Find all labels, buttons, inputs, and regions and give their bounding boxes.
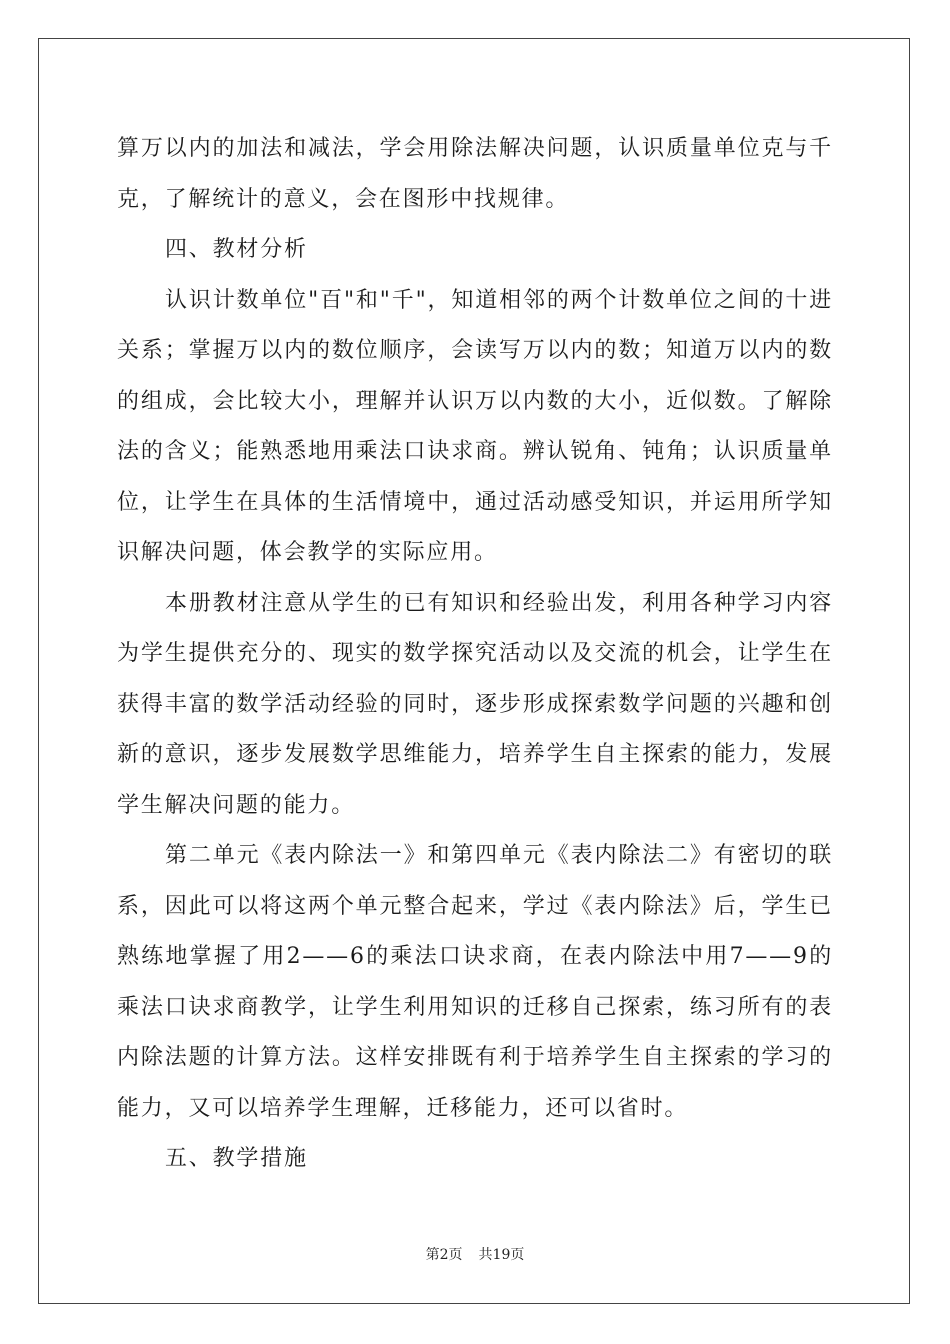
paragraph: 认识计数单位"百"和"千"，知道相邻的两个计数单位之间的十进关系；掌握万以内的数位顺序，会读写万以内的数；知道万以内的数的组成，会比较大小，理解并认识万以内数的大小，近似数。了解除法的含义；能熟悉地用乘法口诀求商。辨认锐角、钝角；认识质量单位，让学生在具体的生活情境中，通过活动感受知识，并运用所学知识解决问题，体会教学的实际应用。 (117, 287, 833, 565)
page-footer (0, 1244, 950, 1264)
page-total: 共19页 (478, 1247, 525, 1263)
paragraph-continuation: 算万以内的加法和减法，学会用除法解决问题，认识质量单位克与千克，了解统计的意义，会在图形中找规律。 (117, 136, 833, 212)
section-heading-textbook-analysis: 四、教材分析 (165, 237, 308, 262)
document-body (117, 124, 833, 1185)
section-heading-teaching-measures: 五、教学措施 (165, 1146, 308, 1171)
paragraph: 第二单元《表内除法一》和第四单元《表内除法二》有密切的联系，因此可以将这两个单元整合起来，学过《表内除法》后，学生已熟练地掌握了用2——6的乘法口诀求商，在表内除法中用7——9的乘法口诀求商教学，让学生利用知识的迁移自己探索，练习所有的表内除法题的计算方法。这样安排既有利于培养学生自主探索的学习的能力，又可以培养学生理解，迁移能力，还可以省时。 (117, 843, 833, 1121)
paragraph: 本册教材注意从学生的已有知识和经验出发，利用各种学习内容为学生提供充分的、现实的数学探究活动以及交流的机会，让学生在获得丰富的数学活动经验的同时，逐步形成探索数学问题的兴趣和创新的意识，逐步发展数学思维能力，培养学生自主探索的能力，发展学生解决问题的能力。 (117, 590, 833, 818)
page-number: 第2页 (425, 1247, 463, 1263)
